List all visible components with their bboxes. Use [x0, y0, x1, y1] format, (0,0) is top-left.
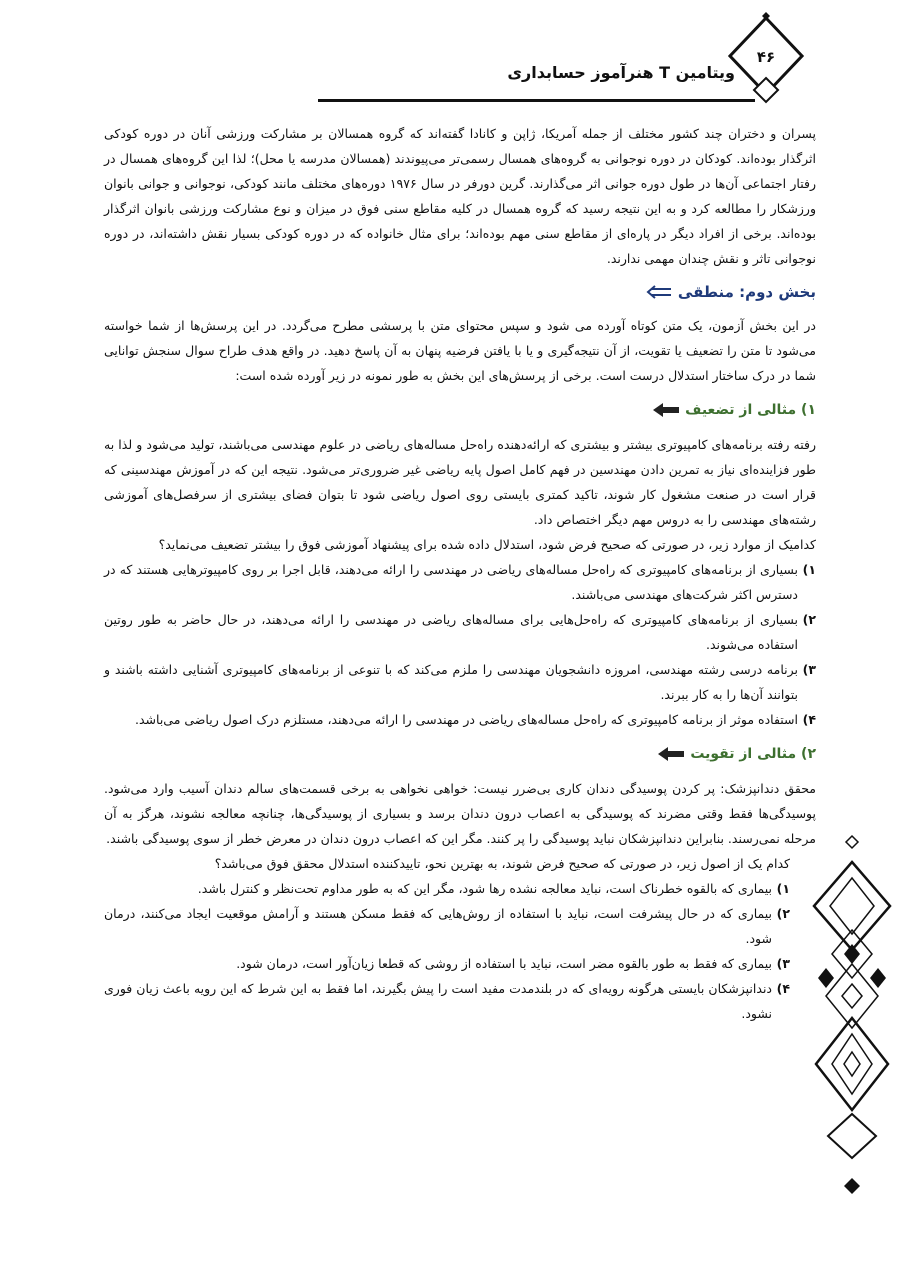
option-number: ۴): [776, 981, 790, 996]
header-rule: [318, 99, 755, 102]
option-text: دندانپزشکان بایستی هرگونه رویه‌ای که در بلندمدت مفید است را پیش بگیرند، اما فقط به این شرط که این رویه باعث زیان فوری نشود.: [104, 981, 772, 1021]
book-title: ویتامین T هنرآموز حسابداری: [507, 63, 735, 82]
example2-question: کدام یک از اصول زیر، در صورتی که صحیح فرض شوند، به بهترین نحو، تاییدکننده استدلال محقق فوق می‌باشد؟: [214, 856, 790, 871]
example1-heading: [104, 396, 816, 424]
section-title: بخش دوم: منطقی: [677, 283, 816, 301]
intro-paragraph: پسران و دختران چند کشور مختلف از جمله آمریکا، ژاپن و کانادا گفته‌اند که گروه همسالان بر مشارکت ورزشی آنان در دوره کودکی اثرگذار بوده‌اند. کودکان در دوره نوجوانی به گروه‌های همسال رسمی‌تر می‌پیوندند (همسالان مدرسه یا محل)؛ لذا این گروه‌های همسال در رفتار اجتماعی آن‌ها در طول دوره جوانی اثر می‌گذارند. گرین دورفر در سال ۱۹۷۶ دوره‌های مختلف مانند کودکی، نوجوانی و جوانی بانوان ورزشکار را مطالعه کرد و به این نتیجه رسید که گروه همسال در کلیه مقاطع سنی فوق در میزان و نوع مشارکت ورزشی بانوان اثرگذار بوده‌اند. برخی از افراد دیگر در پاره‌ای از مقاطع سنی مهم بوده‌اند؛ برای مثال خانواده که در دوره کودکی بسیار نقش داشته‌اند، در دوره نوجوانی تاثر و نقش چندان مهمی ندارند.: [104, 126, 816, 266]
example2-heading: [104, 740, 816, 768]
example1-passage: رفته رفته برنامه‌های کامپیوتری بیشتر و بیشتری که ارائه‌دهنده راه‌حل مساله‌های ریاضی در علوم مهندسی می‌باشند، تولید می‌شود و لذا به طور فزاینده‌ای نیاز به تمرین دادن مهندسین در فهم کامل اصول پایه ریاضی غیر ضروری‌تر می‌شود. نتیجه این که در آموزش مهندسینی که قرار است در صنعت مشغول کار شوند، تاکید کمتری بایستی روی اصول ریاضی شود تا بتوان فضای بیشتری از سرفصل‌های آموزشی رشته‌های مهندسی را به دروس مهم دیگر اختصاص داد.: [104, 437, 816, 527]
option-text: استفاده موثر از برنامه کامپیوتری که راه‌حل مساله‌های ریاضی در مهندسی را ارائه می‌دهند، مستلزم درک اصول ریاضی می‌باشد.: [135, 712, 798, 727]
option-number: ۳): [802, 662, 816, 677]
option-text: بیماری که در حال پیشرفت است، نباید با استفاده از روش‌هایی که فقط مسکن هستند و آرامش موقعیت ایجاد می‌کنند، درمان شود.: [104, 906, 772, 946]
diamond-ornament: [812, 834, 892, 1194]
example1-title: ۱) مثالی از تضعیف: [685, 402, 816, 418]
section-description: در این بخش آزمون، یک متن کوتاه آورده می شود و سپس محتوای متن با پرسشی مطرح می‌گردد. در این پرسش‌ها از شما خواسته می‌شود تا متن را تضعیف یا تقویت، از آن نتیجه‌گیری و یا با یافتن فرضیه پنهان به آن پاسخ دهید. در واقع هدف طراح سوال سنجش توانایی شما در درک ساختار استدلال درست است. برخی از پرسش‌های این بخش به طور نمونه در زیر آورده شده است:: [104, 318, 816, 383]
option-text: بیماری که فقط به طور بالقوه مضر است، نباید با استفاده از روشی که قطعا زیان‌آور است، درمان شود.: [236, 956, 772, 971]
option-text: بسیاری از برنامه‌های کامپیوتری که راه‌حل مساله‌های ریاضی در مهندسی را ارائه می‌دهند، قابل اجرا بر روی کامپیوترهایی هستند که در دسترس اکثر شرکت‌های مهندسی می‌باشند.: [104, 562, 798, 602]
option-number: ۲): [802, 612, 816, 627]
example2-option: [104, 976, 816, 1026]
option-number: ۱): [802, 562, 816, 577]
example1-option: [104, 607, 816, 657]
option-number: ۴): [802, 712, 816, 727]
option-text: بیماری که بالقوه خطرناک است، نباید معالجه نشده رها شود، مگر این که به طور مداوم تحت‌نظر و کنترل باشد.: [197, 881, 772, 896]
example2-title: ۲) مثالی از تقویت: [690, 746, 816, 762]
example1-option: [104, 707, 816, 732]
option-number: ۳): [776, 956, 790, 971]
option-text: برنامه درسی رشته مهندسی، امروزه دانشجویان مهندسی را ملزم می‌کند که با تنوعی از برنامه‌های کامپیوتری آشنایی داشته باشند و بتوانند آن‌ها را به کار ببرند.: [104, 662, 798, 702]
left-arrow-icon: [658, 747, 684, 761]
page-number: ۴۶: [756, 48, 776, 66]
option-text: بسیاری از برنامه‌های کامپیوتری که راه‌حل‌هایی برای مساله‌های ریاضی در مهندسی را ارائه می‌دهند، در حال حاضر به طور روتین استفاده می‌شوند.: [104, 612, 798, 652]
page-content: [104, 121, 816, 1221]
left-arrow-icon: [653, 403, 679, 417]
example2-option: [104, 876, 816, 901]
example2-passage: محقق دندانپزشک: پر کردن پوسیدگی دندان کاری بی‌ضرر نیست: خواهی نخواهی به برخی قسمت‌های سالم دندان آسیب وارد می‌شود. پوسیدگی‌ها فقط وقتی مضرند که پوسیدگی به اعصاب درون دندان برسد و بسیاری از پوسیدگی‌ها، چنانچه معالجه نشوند، هرگز به آن مرحله نمی‌رسند. بنابراین دندانپزشکان نباید پوسیدگی را پر کنند. مگر این که اعصاب درون دندان در معرض خطر از سوی پوسیدگی باشند.: [104, 781, 816, 846]
example2-option: [104, 951, 816, 976]
section-heading: [104, 277, 816, 307]
example1-option: [104, 657, 816, 707]
example2-option: [104, 901, 816, 951]
option-number: ۱): [776, 881, 790, 896]
example1-option: [104, 557, 816, 607]
option-number: ۲): [776, 906, 790, 921]
double-arrow-icon: [646, 285, 672, 299]
example1-question: کدامیک از موارد زیر، در صورتی که صحیح فرض شود، استدلال داده شده برای پیشنهاد آموزشی فوق را بیشتر تضعیف می‌نماید؟: [158, 537, 816, 552]
